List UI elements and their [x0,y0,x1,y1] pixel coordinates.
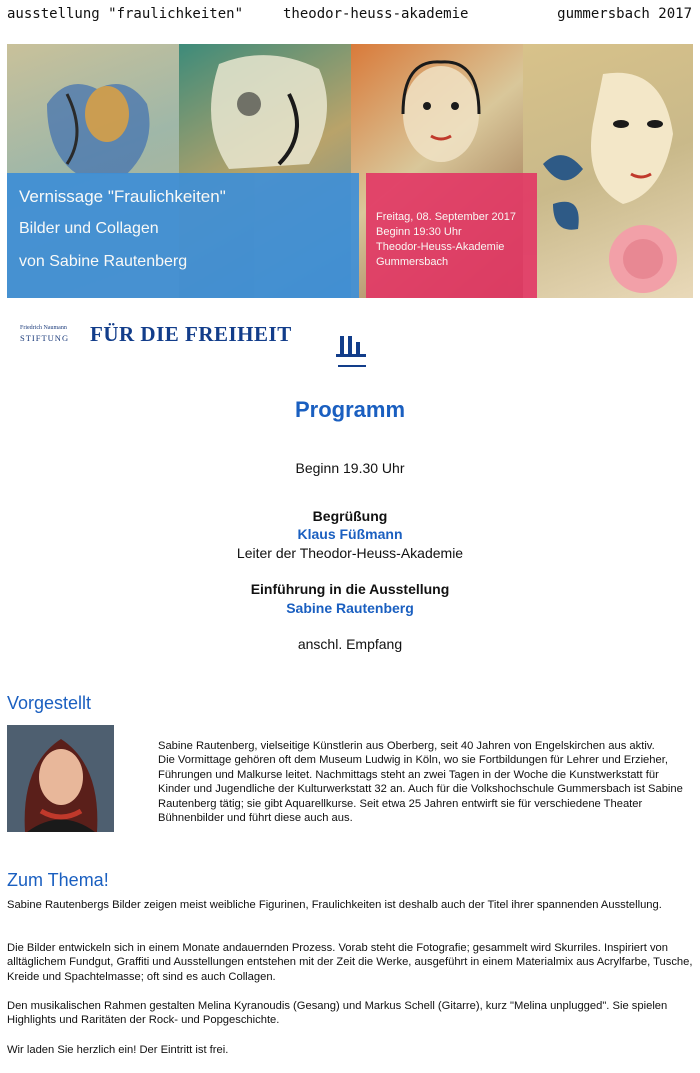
header-center-text: theodor-heuss-akademie [283,6,469,22]
programm-speaker-1: Klaus Füßmann [297,526,403,542]
programm-einfuehrung: Einführung in die Ausstellung [250,581,450,597]
thema-paragraph-2 [7,941,695,984]
page-header [0,6,700,26]
programm-speaker-1-role: Leiter der Theodor-Heuss-Akademie [236,545,464,561]
fn-logo-small-text: Friedrich Naumann [20,325,67,331]
header-left-text: ausstellung "fraulichkeiten" [7,6,244,22]
programm-speaker-2: Sabine Rautenberg [286,600,414,616]
programm-beginn: Beginn 19.30 Uhr [295,460,405,476]
programm-begruessung: Begrüßung [312,508,388,524]
header-right-text: gummersbach 2017 [557,6,692,22]
thema-title: Zum Thema! [7,870,109,890]
vernissage-title: Vernissage "Fraulichkeiten" [19,187,226,206]
vernissage-info-box [7,173,359,298]
sponsor-logos [20,322,420,372]
event-date: Freitag, 08. September 2017 [376,211,517,223]
thema-paragraph-2-text: Die Bilder entwickeln sich in einem Monate andauernden Prozess. Vorab steht die Fotografie; gesammelt wird Skurriles. Inspiriert von alltäglichem Fundgut, Graffiti und Ausstellungen entstehen mit der Zeit die Werke, ausgeführt in einem Materialmix aus Acrylfarbe, Tusche, Kreide und Spachtelmasse; oft sind es auch Collagen. [7,942,693,983]
programm-title: Programm [294,397,406,422]
artist-bio-details: Die Vormittage gehören oft dem Museum Ludwig in Köln, wo sie Fortbildungen für Lehrer und Erzieher, Führungen und Malkurse leitet. Nachmittags steht an zwei Tagen in der Woche die Kunstwerkstatt für Kinder und Jugendliche der Kulturwerkstatt 32 an. Auch für die Volkshochschule Gummersbach ist Sabine Rautenberg tätig; sie gibt Aquarellkurse. Seit etwa 25 Jahren entwirft sie für verschiedene Theater Bühnenbilder und führt diese auch aus. [158,754,683,825]
event-time: Beginn 19:30 Uhr [376,226,462,238]
thema-paragraph-3-text: Den musikalischen Rahmen gestalten Melina Kyranoudis (Gesang) und Markus Schell (Gitarre), kurz "Melina unplugged". Sie spielen Highlights und Raritäten der Rock- und Popgeschichte. [7,1000,668,1027]
programm-empfang: anschl. Empfang [297,636,403,652]
thema-invitation-text: Wir laden Sie herzlich ein! Der Eintritt ist frei. [7,1044,229,1056]
thema-paragraph-1-text: Sabine Rautenbergs Bilder zeigen meist weibliche Figurinen, Fraulichkeiten ist deshalb auch der Titel ihrer spannenden Ausstellung. [7,899,662,911]
artist-portrait-icon [7,725,114,832]
theodor-heuss-akademie-logo-icon [332,332,372,370]
fn-logo-slogan: FÜR DIE FREIHEIT [90,322,292,346]
thema-paragraph-1 [7,898,695,912]
artwork-panel-4 [523,44,693,298]
vernissage-artist: von Sabine Rautenberg [19,253,188,270]
thema-paragraph-4 [7,1043,695,1057]
artwork-figure-4 [523,44,693,298]
vorgestellt-title: Vorgestellt [7,693,92,713]
thema-paragraph-3 [7,999,695,1028]
artist-bio-intro: Sabine Rautenberg, vielseitige Künstlerin aus Oberberg, seit 40 Jahren von Engelskirchen aus aktiv. [158,740,655,752]
artist-bio [158,739,693,825]
event-date-box [366,173,537,298]
fn-logo-stiftung-text: STIFTUNG [20,333,70,343]
event-venue: Theodor-Heuss-Akademie [376,241,505,253]
event-city: Gummersbach [376,256,449,268]
artist-photo [7,725,114,832]
exhibition-banner [7,44,693,298]
vernissage-subtitle: Bilder und Collagen [19,220,159,237]
